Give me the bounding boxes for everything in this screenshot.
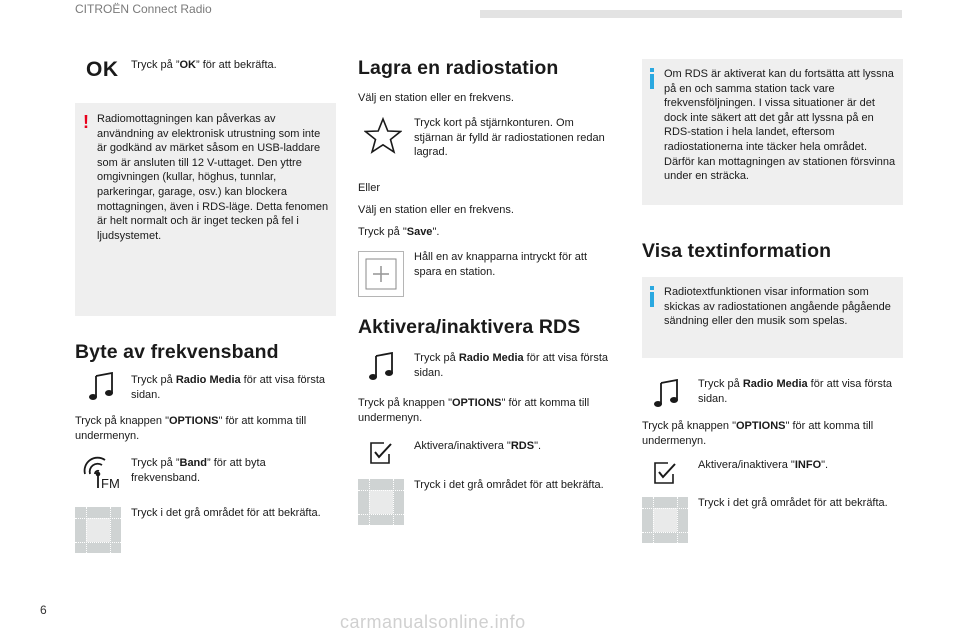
- add-station-icon: [358, 251, 404, 297]
- warning-text: Radiomottagningen kan påverkas av användning av elektronisk utrustning som inte är godkänd av märket såsom en USB-laddare som är ansluten till 12 V-uttaget. Den yttre omgivningen (kullar, höghus, tunnlar, parkeringar, garage, osv.) kan blockera mottagningen, även i RDS-läge. Detta fenomen är helt normalt och är inget tecken på fel i ljudsystemet.: [97, 113, 329, 242]
- watermark-text: carmanualsonline.info: [340, 612, 526, 632]
- grey-area-icon: [75, 507, 121, 553]
- band-step-3: Tryck på ”Band” för att byta frekvensband.: [131, 457, 266, 484]
- page-header-title: CITROËN Connect Radio: [75, 2, 212, 16]
- band-step-4: Tryck i det grå området för att bekräfta.: [131, 507, 321, 519]
- ok-icon: OK: [86, 58, 119, 81]
- radio-fm-icon: [80, 452, 122, 492]
- grey-area-icon: [358, 479, 404, 525]
- ok-instruction: Tryck på ”OK” för att bekräfta.: [131, 59, 277, 71]
- page-number: 6: [40, 603, 47, 617]
- store-save: Tryck på "Save".: [358, 226, 440, 238]
- text-step-2: Tryck på knappen "OPTIONS" för att komma till undermenyn.: [642, 420, 874, 447]
- info-icon: [650, 286, 654, 290]
- store-intro-2: Välj en station eller en frekvens.: [358, 204, 514, 216]
- rds-step-1: Tryck på Radio Media för att visa första sidan.: [414, 352, 608, 379]
- rds-step-3: Aktivera/inaktivera "RDS".: [414, 440, 542, 452]
- section-title-text-info: Visa textinformation: [642, 240, 832, 262]
- rds-step-2: Tryck på knappen "OPTIONS" för att komma till undermenyn.: [358, 397, 590, 424]
- music-note-icon: [653, 379, 679, 409]
- text-step-1: Tryck på Radio Media för att visa första sidan.: [698, 378, 892, 405]
- checkbox-icon: [652, 460, 678, 486]
- store-or: Eller: [358, 182, 381, 194]
- band-step-2: Tryck på knappen "OPTIONS" för att komma till undermenyn.: [75, 415, 307, 442]
- store-star-instruction: Tryck kort på stjärnkonturen. Om stjärnan är fylld är radiostationen redan lagrad.: [414, 117, 605, 159]
- info-icon: [650, 68, 654, 72]
- info-text-rds: Om RDS är aktiverat kan du fortsätta att lyssna på en och samma station tack vare frekvensföljningen. I vissa situationer är det dock inte säkert att det går att lyssna på en RDS-station i hela landet, eftersom radiostationerna inte täcker hela området. Därför kan mottagningen av stationen försvinna under en sträcka.: [664, 68, 896, 183]
- info-icon-bar: [650, 292, 654, 307]
- store-intro: Välj en station eller en frekvens.: [358, 92, 514, 104]
- text-step-3: Aktivera/inaktivera "INFO".: [698, 459, 829, 471]
- section-title-rds: Aktivera/inaktivera RDS: [358, 316, 581, 338]
- text-step-4: Tryck i det grå området för att bekräfta.: [698, 497, 888, 509]
- info-icon-bar: [650, 74, 654, 89]
- info-text-radiotext: Radiotextfunktionen visar information som skickas av radiostationen angående pågående sändning eller den musik som spelas.: [664, 286, 891, 328]
- music-note-icon: [368, 352, 394, 382]
- music-note-icon: [88, 372, 114, 402]
- header-bar: [480, 10, 902, 18]
- store-hold: Håll en av knapparna intryckt för att spara en station.: [414, 251, 588, 278]
- info-box-radiotext: [642, 277, 903, 358]
- band-step-1: Tryck på Radio Media för att visa första sidan.: [131, 374, 325, 401]
- info-box-rds: [642, 59, 903, 205]
- grey-area-icon: [642, 497, 688, 543]
- warning-box: [75, 103, 336, 316]
- svg-text:FM: FM: [101, 476, 120, 491]
- rds-step-4: Tryck i det grå området för att bekräfta.: [414, 479, 604, 491]
- section-title-store-station: Lagra en radiostation: [358, 57, 559, 79]
- warning-icon: !: [83, 112, 89, 132]
- checkbox-icon: [368, 440, 394, 466]
- section-title-band: Byte av frekvensband: [75, 341, 279, 363]
- star-outline-icon: [364, 117, 402, 155]
